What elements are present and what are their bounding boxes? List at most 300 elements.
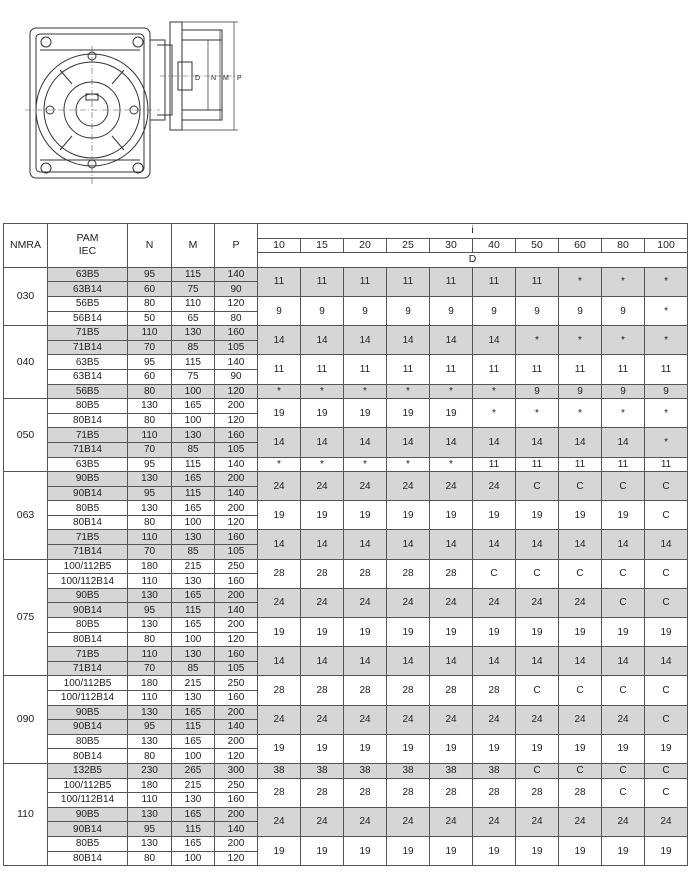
pam-cell: 90B14 — [48, 486, 128, 501]
pam-cell: 71B5 — [48, 530, 128, 545]
m-cell: 85 — [172, 442, 215, 457]
shaft-diameter-cell: 19 — [516, 501, 559, 530]
label-m: M — [223, 75, 229, 82]
shaft-diameter-cell: 24 — [344, 807, 387, 836]
table-row — [4, 778, 688, 793]
pam-cell: 63B14 — [48, 369, 128, 384]
shaft-diameter-cell: 19 — [473, 618, 516, 647]
shaft-diameter-cell: 24 — [645, 807, 688, 836]
shaft-diameter-cell: 19 — [602, 836, 645, 865]
shaft-diameter-cell: 11 — [602, 457, 645, 472]
shaft-diameter-cell: * — [602, 399, 645, 428]
shaft-diameter-cell: C — [645, 559, 688, 588]
ratio-header-cell: 10 — [258, 238, 301, 253]
m-cell: 100 — [172, 515, 215, 530]
pam-cell: 90B5 — [48, 705, 128, 720]
shaft-diameter-cell: C — [516, 676, 559, 705]
shaft-diameter-cell: 14 — [301, 647, 344, 676]
pam-cell: 80B5 — [48, 734, 128, 749]
ratio-header-cell: 25 — [387, 238, 430, 253]
shaft-diameter-cell: * — [301, 384, 344, 399]
shaft-diameter-cell: 14 — [516, 647, 559, 676]
shaft-diameter-cell: 19 — [559, 734, 602, 763]
shaft-diameter-cell: 28 — [344, 778, 387, 807]
m-cell: 115 — [172, 267, 215, 282]
shaft-diameter-cell: 14 — [645, 647, 688, 676]
shaft-diameter-cell: 24 — [387, 705, 430, 734]
ratio-header-cell: 100 — [645, 238, 688, 253]
m-cell: 110 — [172, 296, 215, 311]
header-p: P — [215, 224, 258, 268]
header-iec: IEC — [78, 245, 97, 258]
shaft-diameter-cell: C — [602, 588, 645, 617]
shaft-diameter-cell: 19 — [387, 399, 430, 428]
shaft-diameter-cell: * — [645, 326, 688, 355]
shaft-diameter-cell: 19 — [344, 501, 387, 530]
shaft-diameter-cell: 19 — [258, 836, 301, 865]
header-nmra: NMRA — [4, 224, 48, 268]
shaft-diameter-cell: 19 — [301, 399, 344, 428]
shaft-diameter-cell: 11 — [645, 457, 688, 472]
p-cell: 200 — [215, 705, 258, 720]
shaft-diameter-cell: 28 — [473, 778, 516, 807]
table-row — [4, 530, 688, 545]
m-cell: 130 — [172, 647, 215, 662]
ratio-header-cell: 20 — [344, 238, 387, 253]
shaft-diameter-cell: 14 — [430, 647, 473, 676]
shaft-diameter-cell: 24 — [473, 705, 516, 734]
shaft-diameter-cell: 19 — [430, 399, 473, 428]
shaft-diameter-cell: 14 — [559, 428, 602, 457]
pam-cell: 80B5 — [48, 501, 128, 516]
n-cell: 110 — [128, 793, 172, 808]
pam-cell: 56B5 — [48, 296, 128, 311]
m-cell: 115 — [172, 720, 215, 735]
m-cell: 215 — [172, 676, 215, 691]
p-cell: 160 — [215, 326, 258, 341]
pam-cell: 80B14 — [48, 515, 128, 530]
shaft-diameter-cell: 9 — [602, 384, 645, 399]
shaft-diameter-cell: C — [516, 763, 559, 778]
shaft-diameter-cell: 14 — [344, 530, 387, 559]
p-cell: 90 — [215, 369, 258, 384]
pam-cell: 63B14 — [48, 282, 128, 297]
shaft-diameter-cell: 19 — [473, 836, 516, 865]
shaft-diameter-cell: 19 — [602, 501, 645, 530]
p-cell: 160 — [215, 647, 258, 662]
shaft-diameter-cell: 28 — [301, 676, 344, 705]
shaft-diameter-cell: 11 — [301, 355, 344, 384]
shaft-diameter-cell: 19 — [301, 836, 344, 865]
shaft-diameter-cell: 19 — [645, 836, 688, 865]
pam-cell: 63B5 — [48, 355, 128, 370]
shaft-diameter-cell: 9 — [602, 296, 645, 325]
shaft-diameter-cell: C — [645, 501, 688, 530]
shaft-diameter-cell: C — [645, 763, 688, 778]
table-row — [4, 734, 688, 749]
pam-cell: 100/112B14 — [48, 691, 128, 706]
shaft-diameter-cell: 14 — [344, 647, 387, 676]
p-cell: 120 — [215, 632, 258, 647]
header-pam: PAM — [76, 232, 99, 245]
shaft-diameter-cell: C — [559, 676, 602, 705]
shaft-diameter-cell: 11 — [602, 355, 645, 384]
shaft-diameter-cell: 14 — [258, 326, 301, 355]
shaft-diameter-cell: 24 — [258, 807, 301, 836]
n-cell: 110 — [128, 574, 172, 589]
shaft-diameter-cell: 19 — [258, 618, 301, 647]
shaft-diameter-cell: 19 — [301, 734, 344, 763]
shaft-diameter-cell: * — [301, 457, 344, 472]
m-cell: 165 — [172, 734, 215, 749]
shaft-diameter-cell: 24 — [301, 807, 344, 836]
ratio-header-cell: 80 — [602, 238, 645, 253]
m-cell: 85 — [172, 340, 215, 355]
shaft-diameter-cell: 9 — [301, 296, 344, 325]
pam-cell: 100/112B5 — [48, 778, 128, 793]
shaft-diameter-cell: 28 — [516, 778, 559, 807]
shaft-diameter-cell: * — [602, 267, 645, 296]
shaft-diameter-cell: 11 — [430, 267, 473, 296]
p-cell: 105 — [215, 340, 258, 355]
n-cell: 230 — [128, 763, 172, 778]
shaft-diameter-cell: 24 — [602, 807, 645, 836]
n-cell: 130 — [128, 588, 172, 603]
shaft-diameter-cell: C — [602, 559, 645, 588]
table-row — [4, 501, 688, 516]
shaft-diameter-cell: 19 — [258, 399, 301, 428]
p-cell: 200 — [215, 399, 258, 414]
shaft-diameter-cell: 14 — [559, 647, 602, 676]
shaft-diameter-cell: 14 — [602, 428, 645, 457]
nmra-size-cell: 030 — [4, 267, 48, 325]
m-cell: 75 — [172, 369, 215, 384]
n-cell: 130 — [128, 472, 172, 487]
shaft-diameter-cell: 11 — [516, 267, 559, 296]
m-cell: 75 — [172, 282, 215, 297]
table-row — [4, 472, 688, 487]
header-d: D — [258, 253, 688, 268]
shaft-diameter-cell: 9 — [473, 296, 516, 325]
shaft-diameter-cell: 19 — [430, 618, 473, 647]
shaft-diameter-cell: 19 — [430, 734, 473, 763]
shaft-diameter-cell: 19 — [430, 501, 473, 530]
flange-spec-table — [3, 223, 688, 866]
shaft-diameter-cell: 11 — [559, 457, 602, 472]
pam-cell: 80B5 — [48, 836, 128, 851]
pam-cell: 71B14 — [48, 340, 128, 355]
shaft-diameter-cell: 24 — [559, 588, 602, 617]
shaft-diameter-cell: 19 — [473, 734, 516, 763]
shaft-diameter-cell: C — [645, 778, 688, 807]
nmra-size-cell: 050 — [4, 399, 48, 472]
m-cell: 115 — [172, 457, 215, 472]
shaft-diameter-cell: 24 — [301, 705, 344, 734]
shaft-diameter-cell: 24 — [301, 472, 344, 501]
table-row — [4, 588, 688, 603]
shaft-diameter-cell: 24 — [344, 588, 387, 617]
p-cell: 140 — [215, 720, 258, 735]
n-cell: 60 — [128, 282, 172, 297]
pam-cell: 90B14 — [48, 720, 128, 735]
shaft-diameter-cell: 14 — [258, 647, 301, 676]
shaft-diameter-cell: * — [473, 384, 516, 399]
shaft-diameter-cell: 24 — [602, 705, 645, 734]
shaft-diameter-cell: 14 — [344, 428, 387, 457]
m-cell: 100 — [172, 749, 215, 764]
n-cell: 110 — [128, 428, 172, 443]
p-cell: 90 — [215, 282, 258, 297]
shaft-diameter-cell: * — [645, 399, 688, 428]
shaft-diameter-cell: * — [645, 428, 688, 457]
shaft-diameter-cell: 9 — [344, 296, 387, 325]
shaft-diameter-cell: 14 — [473, 530, 516, 559]
n-cell: 95 — [128, 603, 172, 618]
pam-cell: 63B5 — [48, 457, 128, 472]
shaft-diameter-cell: 28 — [387, 778, 430, 807]
shaft-diameter-cell: 14 — [473, 326, 516, 355]
shaft-diameter-cell: 38 — [473, 763, 516, 778]
table-row — [4, 296, 688, 311]
table-row — [4, 647, 688, 662]
shaft-diameter-cell: 19 — [559, 836, 602, 865]
n-cell: 80 — [128, 413, 172, 428]
shaft-diameter-cell: 28 — [387, 676, 430, 705]
pam-cell: 80B14 — [48, 851, 128, 866]
p-cell: 300 — [215, 763, 258, 778]
p-cell: 160 — [215, 691, 258, 706]
shaft-diameter-cell: 14 — [387, 428, 430, 457]
m-cell: 130 — [172, 691, 215, 706]
shaft-diameter-cell: 9 — [430, 296, 473, 325]
pam-cell: 100/112B5 — [48, 676, 128, 691]
shaft-diameter-cell: 11 — [559, 355, 602, 384]
shaft-diameter-cell: * — [645, 296, 688, 325]
table-row — [4, 428, 688, 443]
p-cell: 120 — [215, 296, 258, 311]
nmra-size-cell: 110 — [4, 763, 48, 865]
m-cell: 100 — [172, 851, 215, 866]
shaft-diameter-cell: 14 — [387, 530, 430, 559]
p-cell: 120 — [215, 749, 258, 764]
shaft-diameter-cell: 19 — [387, 501, 430, 530]
shaft-diameter-cell: 11 — [344, 267, 387, 296]
m-cell: 65 — [172, 311, 215, 326]
table-row — [4, 399, 688, 414]
n-cell: 80 — [128, 515, 172, 530]
p-cell: 140 — [215, 486, 258, 501]
shaft-diameter-cell: 11 — [645, 355, 688, 384]
pam-cell: 71B5 — [48, 326, 128, 341]
shaft-diameter-cell: 28 — [430, 676, 473, 705]
shaft-diameter-cell: * — [559, 267, 602, 296]
shaft-diameter-cell: 19 — [301, 618, 344, 647]
pam-cell: 80B14 — [48, 413, 128, 428]
n-cell: 80 — [128, 384, 172, 399]
shaft-diameter-cell: C — [473, 559, 516, 588]
pam-cell: 90B5 — [48, 807, 128, 822]
label-d: D — [195, 75, 201, 82]
shaft-diameter-cell: 28 — [344, 676, 387, 705]
shaft-diameter-cell: 19 — [344, 836, 387, 865]
shaft-diameter-cell: 19 — [645, 734, 688, 763]
pam-cell: 90B5 — [48, 588, 128, 603]
table-row — [4, 355, 688, 370]
shaft-diameter-cell: C — [559, 559, 602, 588]
shaft-diameter-cell: 24 — [430, 588, 473, 617]
shaft-diameter-cell: 19 — [387, 836, 430, 865]
n-cell: 70 — [128, 545, 172, 560]
n-cell: 110 — [128, 530, 172, 545]
p-cell: 120 — [215, 851, 258, 866]
pam-cell: 56B5 — [48, 384, 128, 399]
shaft-diameter-cell: 9 — [516, 296, 559, 325]
n-cell: 95 — [128, 267, 172, 282]
shaft-diameter-cell: 28 — [430, 559, 473, 588]
n-cell: 110 — [128, 647, 172, 662]
table-row — [4, 618, 688, 633]
shaft-diameter-cell: 9 — [516, 384, 559, 399]
n-cell: 95 — [128, 355, 172, 370]
shaft-diameter-cell: 14 — [473, 428, 516, 457]
table-row — [4, 836, 688, 851]
p-cell: 140 — [215, 822, 258, 837]
shaft-diameter-cell: 14 — [258, 530, 301, 559]
shaft-diameter-cell: 19 — [344, 734, 387, 763]
pam-cell: 100/112B14 — [48, 793, 128, 808]
shaft-diameter-cell: 28 — [473, 676, 516, 705]
m-cell: 215 — [172, 559, 215, 574]
p-cell: 140 — [215, 355, 258, 370]
shaft-diameter-cell: * — [645, 267, 688, 296]
p-cell: 140 — [215, 603, 258, 618]
table-row — [4, 705, 688, 720]
shaft-diameter-cell: C — [559, 472, 602, 501]
shaft-diameter-cell: 19 — [559, 618, 602, 647]
pam-cell: 90B5 — [48, 472, 128, 487]
pam-cell: 132B5 — [48, 763, 128, 778]
shaft-diameter-cell: * — [430, 384, 473, 399]
p-cell: 160 — [215, 793, 258, 808]
shaft-diameter-cell: 11 — [387, 267, 430, 296]
shaft-diameter-cell: * — [473, 399, 516, 428]
m-cell: 100 — [172, 413, 215, 428]
m-cell: 115 — [172, 355, 215, 370]
shaft-diameter-cell: 38 — [387, 763, 430, 778]
shaft-diameter-cell: 19 — [645, 618, 688, 647]
shaft-diameter-cell: 11 — [301, 267, 344, 296]
p-cell: 120 — [215, 515, 258, 530]
table-row — [4, 267, 688, 282]
shaft-diameter-cell: 24 — [516, 705, 559, 734]
shaft-diameter-cell: 24 — [387, 472, 430, 501]
pam-cell: 100/112B5 — [48, 559, 128, 574]
ratio-header-cell: 15 — [301, 238, 344, 253]
shaft-diameter-cell: 19 — [258, 501, 301, 530]
n-cell: 180 — [128, 778, 172, 793]
pam-cell: 71B14 — [48, 661, 128, 676]
shaft-diameter-cell: 14 — [645, 530, 688, 559]
shaft-diameter-cell: 19 — [430, 836, 473, 865]
shaft-diameter-cell: * — [559, 326, 602, 355]
m-cell: 265 — [172, 763, 215, 778]
m-cell: 130 — [172, 530, 215, 545]
shaft-diameter-cell: 24 — [473, 807, 516, 836]
shaft-diameter-cell: 38 — [430, 763, 473, 778]
shaft-diameter-cell: * — [344, 384, 387, 399]
ratio-header-cell: 40 — [473, 238, 516, 253]
m-cell: 130 — [172, 574, 215, 589]
shaft-diameter-cell: 28 — [301, 559, 344, 588]
shaft-diameter-cell: 28 — [387, 559, 430, 588]
p-cell: 105 — [215, 442, 258, 457]
shaft-diameter-cell: 28 — [430, 778, 473, 807]
n-cell: 180 — [128, 559, 172, 574]
shaft-diameter-cell: 11 — [473, 355, 516, 384]
shaft-diameter-cell: 14 — [602, 647, 645, 676]
shaft-diameter-cell: * — [559, 399, 602, 428]
p-cell: 250 — [215, 559, 258, 574]
n-cell: 70 — [128, 661, 172, 676]
shaft-diameter-cell: 28 — [258, 559, 301, 588]
header-m: M — [172, 224, 215, 268]
shaft-diameter-cell: 28 — [559, 778, 602, 807]
n-cell: 80 — [128, 851, 172, 866]
n-cell: 110 — [128, 326, 172, 341]
n-cell: 130 — [128, 734, 172, 749]
m-cell: 165 — [172, 399, 215, 414]
m-cell: 130 — [172, 326, 215, 341]
n-cell: 130 — [128, 501, 172, 516]
pam-cell: 80B5 — [48, 399, 128, 414]
shaft-diameter-cell: 28 — [258, 778, 301, 807]
shaft-diameter-cell: * — [602, 326, 645, 355]
n-cell: 130 — [128, 807, 172, 822]
n-cell: 130 — [128, 618, 172, 633]
ratio-header-cell: 30 — [430, 238, 473, 253]
p-cell: 250 — [215, 676, 258, 691]
m-cell: 165 — [172, 836, 215, 851]
shaft-diameter-cell: 24 — [559, 807, 602, 836]
shaft-diameter-cell: 14 — [430, 326, 473, 355]
m-cell: 115 — [172, 486, 215, 501]
shaft-diameter-cell: 24 — [516, 588, 559, 617]
m-cell: 130 — [172, 793, 215, 808]
m-cell: 215 — [172, 778, 215, 793]
m-cell: 85 — [172, 661, 215, 676]
label-n: N — [211, 75, 217, 82]
n-cell: 80 — [128, 749, 172, 764]
m-cell: 130 — [172, 428, 215, 443]
pam-cell: 63B5 — [48, 267, 128, 282]
shaft-diameter-cell: 38 — [301, 763, 344, 778]
shaft-diameter-cell: * — [344, 457, 387, 472]
shaft-diameter-cell: * — [516, 326, 559, 355]
shaft-diameter-cell: 14 — [301, 530, 344, 559]
m-cell: 100 — [172, 632, 215, 647]
shaft-diameter-cell: * — [387, 457, 430, 472]
n-cell: 80 — [128, 632, 172, 647]
pam-cell: 90B14 — [48, 603, 128, 618]
shaft-diameter-cell: 19 — [516, 734, 559, 763]
n-cell: 70 — [128, 442, 172, 457]
pam-cell: 71B14 — [48, 545, 128, 560]
pam-cell: 80B14 — [48, 749, 128, 764]
gearbox-drawing — [20, 10, 250, 190]
shaft-diameter-cell: 9 — [645, 384, 688, 399]
p-cell: 200 — [215, 618, 258, 633]
shaft-diameter-cell: 9 — [387, 296, 430, 325]
